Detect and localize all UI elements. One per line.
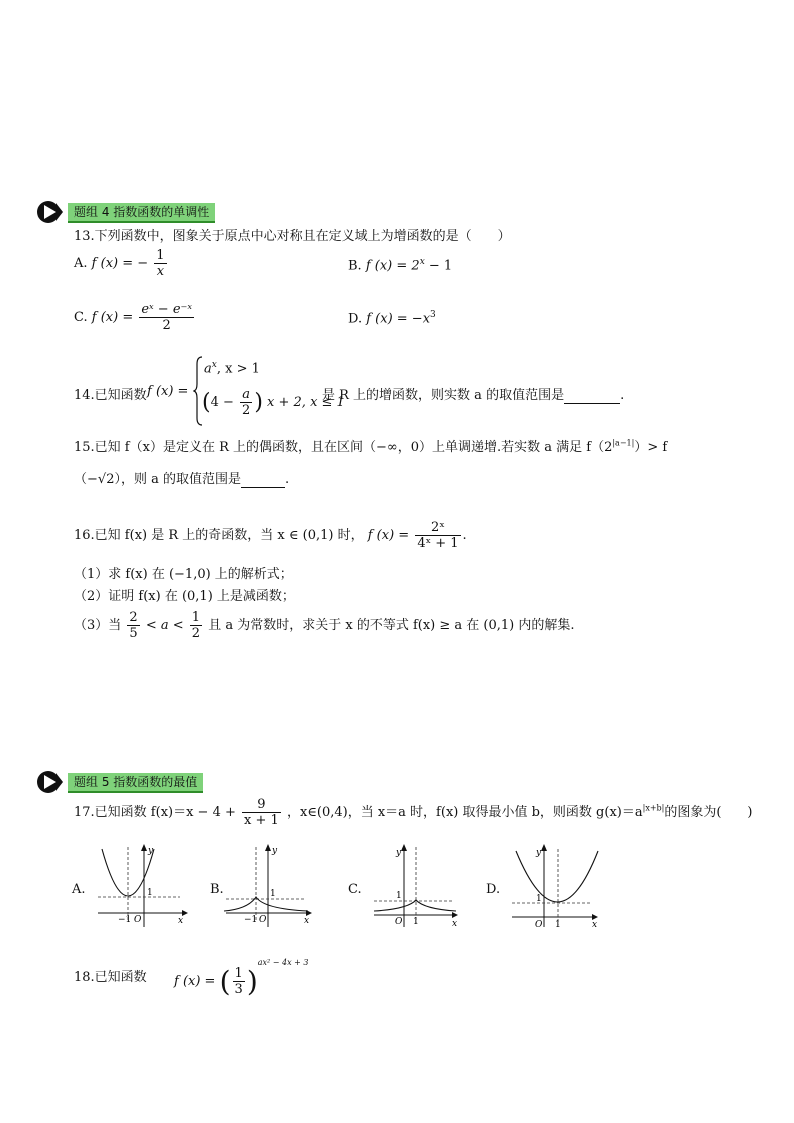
q14-lhs: f (x) = [147,384,189,399]
question-16-stem: 16.已知 f(x) 是 R 上的奇函数，当 x ∈ (0,1) 时， f (x) = $\frac{\text{2ˣ}}{\text{4ˣ + 1}}$ . [74,520,467,551]
question-14-prefix: 14.已知函数 [74,388,147,403]
q17-option-b-label: B. [210,882,224,897]
svg-text:O: O [395,917,403,927]
q17-option-a-graph [92,843,202,928]
fraction: $\frac{a}{2}$ [242,387,251,418]
fraction: $\frac{2}{5}$ [129,610,138,641]
section-header-4 [36,200,246,224]
q17-option-c-label: C. [348,882,362,897]
q17-option-d-graph [508,843,618,928]
svg-text:x: x [592,920,598,928]
fraction: $\frac{1}{x}$ [156,248,165,279]
svg-text:1: 1 [396,891,402,901]
fraction: $\frac{\text{2ˣ}}{\text{4ˣ + 1}}$ [417,520,459,551]
svg-text:y: y [536,848,542,858]
svg-text:y: y [148,846,154,856]
svg-text:1: 1 [536,894,542,904]
answer-blank[interactable] [241,472,285,488]
svg-text:−1: −1 [118,915,132,925]
fraction: $\frac{\text{eˣ − e⁻ˣ}}{2}$ [141,302,192,333]
q13-option-d: D. f $(x) = -x^3$ [348,310,436,327]
svg-text:1: 1 [555,920,561,928]
svg-text:y: y [396,848,402,858]
question-18-prefix: 18.已知函数 [74,970,147,985]
svg-text:O: O [535,920,543,928]
svg-text:x: x [178,916,184,926]
svg-text:x: x [304,916,310,926]
svg-text:x: x [452,919,458,928]
question-16-part-2: （2）证明 f(x) 在 (0,1) 上是减函数； [74,589,295,604]
fraction: $\frac{1}{3}$ [234,966,243,997]
play-arrow-icon [36,770,64,794]
svg-text:O: O [259,915,267,925]
svg-text:O: O [134,915,142,925]
question-18-formula: f (x) = ( $\frac{1}{3}$ )$^{ax^2 - 4x + 3}$ [174,958,309,998]
question-16-part-3: （3）当 $\frac{2}{5}$ < a < $\frac{1}{2}$ 且 a 为常数时，求关于 x 的不等式 f(x) ≥ a 在 (0,1) 内的解集. [74,610,575,641]
answer-blank[interactable] [564,388,620,404]
q13-option-c: C. f (x) = $\frac{\text{eˣ − e⁻ˣ}}{2}$ [74,302,192,333]
q14-suffix: 是 R 上的增函数，则实数 a 的取值范围是 . [322,388,625,403]
section-title: 题组 5 指数函数的最值 [68,773,203,793]
q17-option-a-label: A. [72,882,86,897]
svg-text:1: 1 [270,889,276,899]
svg-text:y: y [272,846,278,856]
section-title: 题组 4 指数函数的单调性 [68,203,215,223]
fraction: $\frac{1}{2}$ [191,610,201,641]
question-13-stem: 13.下列函数中，图象关于原点中心对称且在定义域上为增函数的是（ ） [74,229,511,244]
question-15-line-1: 15.已知 f（x）是定义在 R 上的偶函数，且在区间（−∞，0）上单调递增.若实数 a 满足 $f(2^{|a-1|})> f$ [74,438,668,455]
section-header-5 [36,770,246,794]
svg-text:1: 1 [147,888,153,898]
svg-text:−1: −1 [244,915,258,925]
q13-option-a: A. f (x) = − $\frac{1}{x}$ [74,248,165,279]
question-17-stem: 17.已知函数 f(x)＝x − 4 + $\frac{9}{x + 1}$ ，x∈(0,4)，当 x＝a 时，f(x) 取得最小值 b，则函数 $g(x)=a^{|x+b|}$的图象为( ) [74,797,753,828]
svg-text:1: 1 [413,917,419,927]
q17-option-b-graph [222,843,332,928]
play-arrow-icon [36,200,64,224]
question-16-part-1: （1）求 f(x) 在 (−1,0) 上的解析式； [74,567,293,582]
q13-option-b: B. f $(x) = 2^x - 1$ [348,257,453,274]
q14-case-1: $a^x$, x > 1 [204,360,260,377]
question-15-line-2: （−√2），则 a 的取值范围是 . [74,472,290,487]
q14-case-2: (4 − $\frac{a}{2}$ ) x + 2, x ≤ 1 [202,387,345,418]
fraction: $\frac{9}{x + 1}$ [244,797,279,828]
q17-option-c-graph [364,843,474,928]
q17-option-d-label: D. [486,882,501,897]
